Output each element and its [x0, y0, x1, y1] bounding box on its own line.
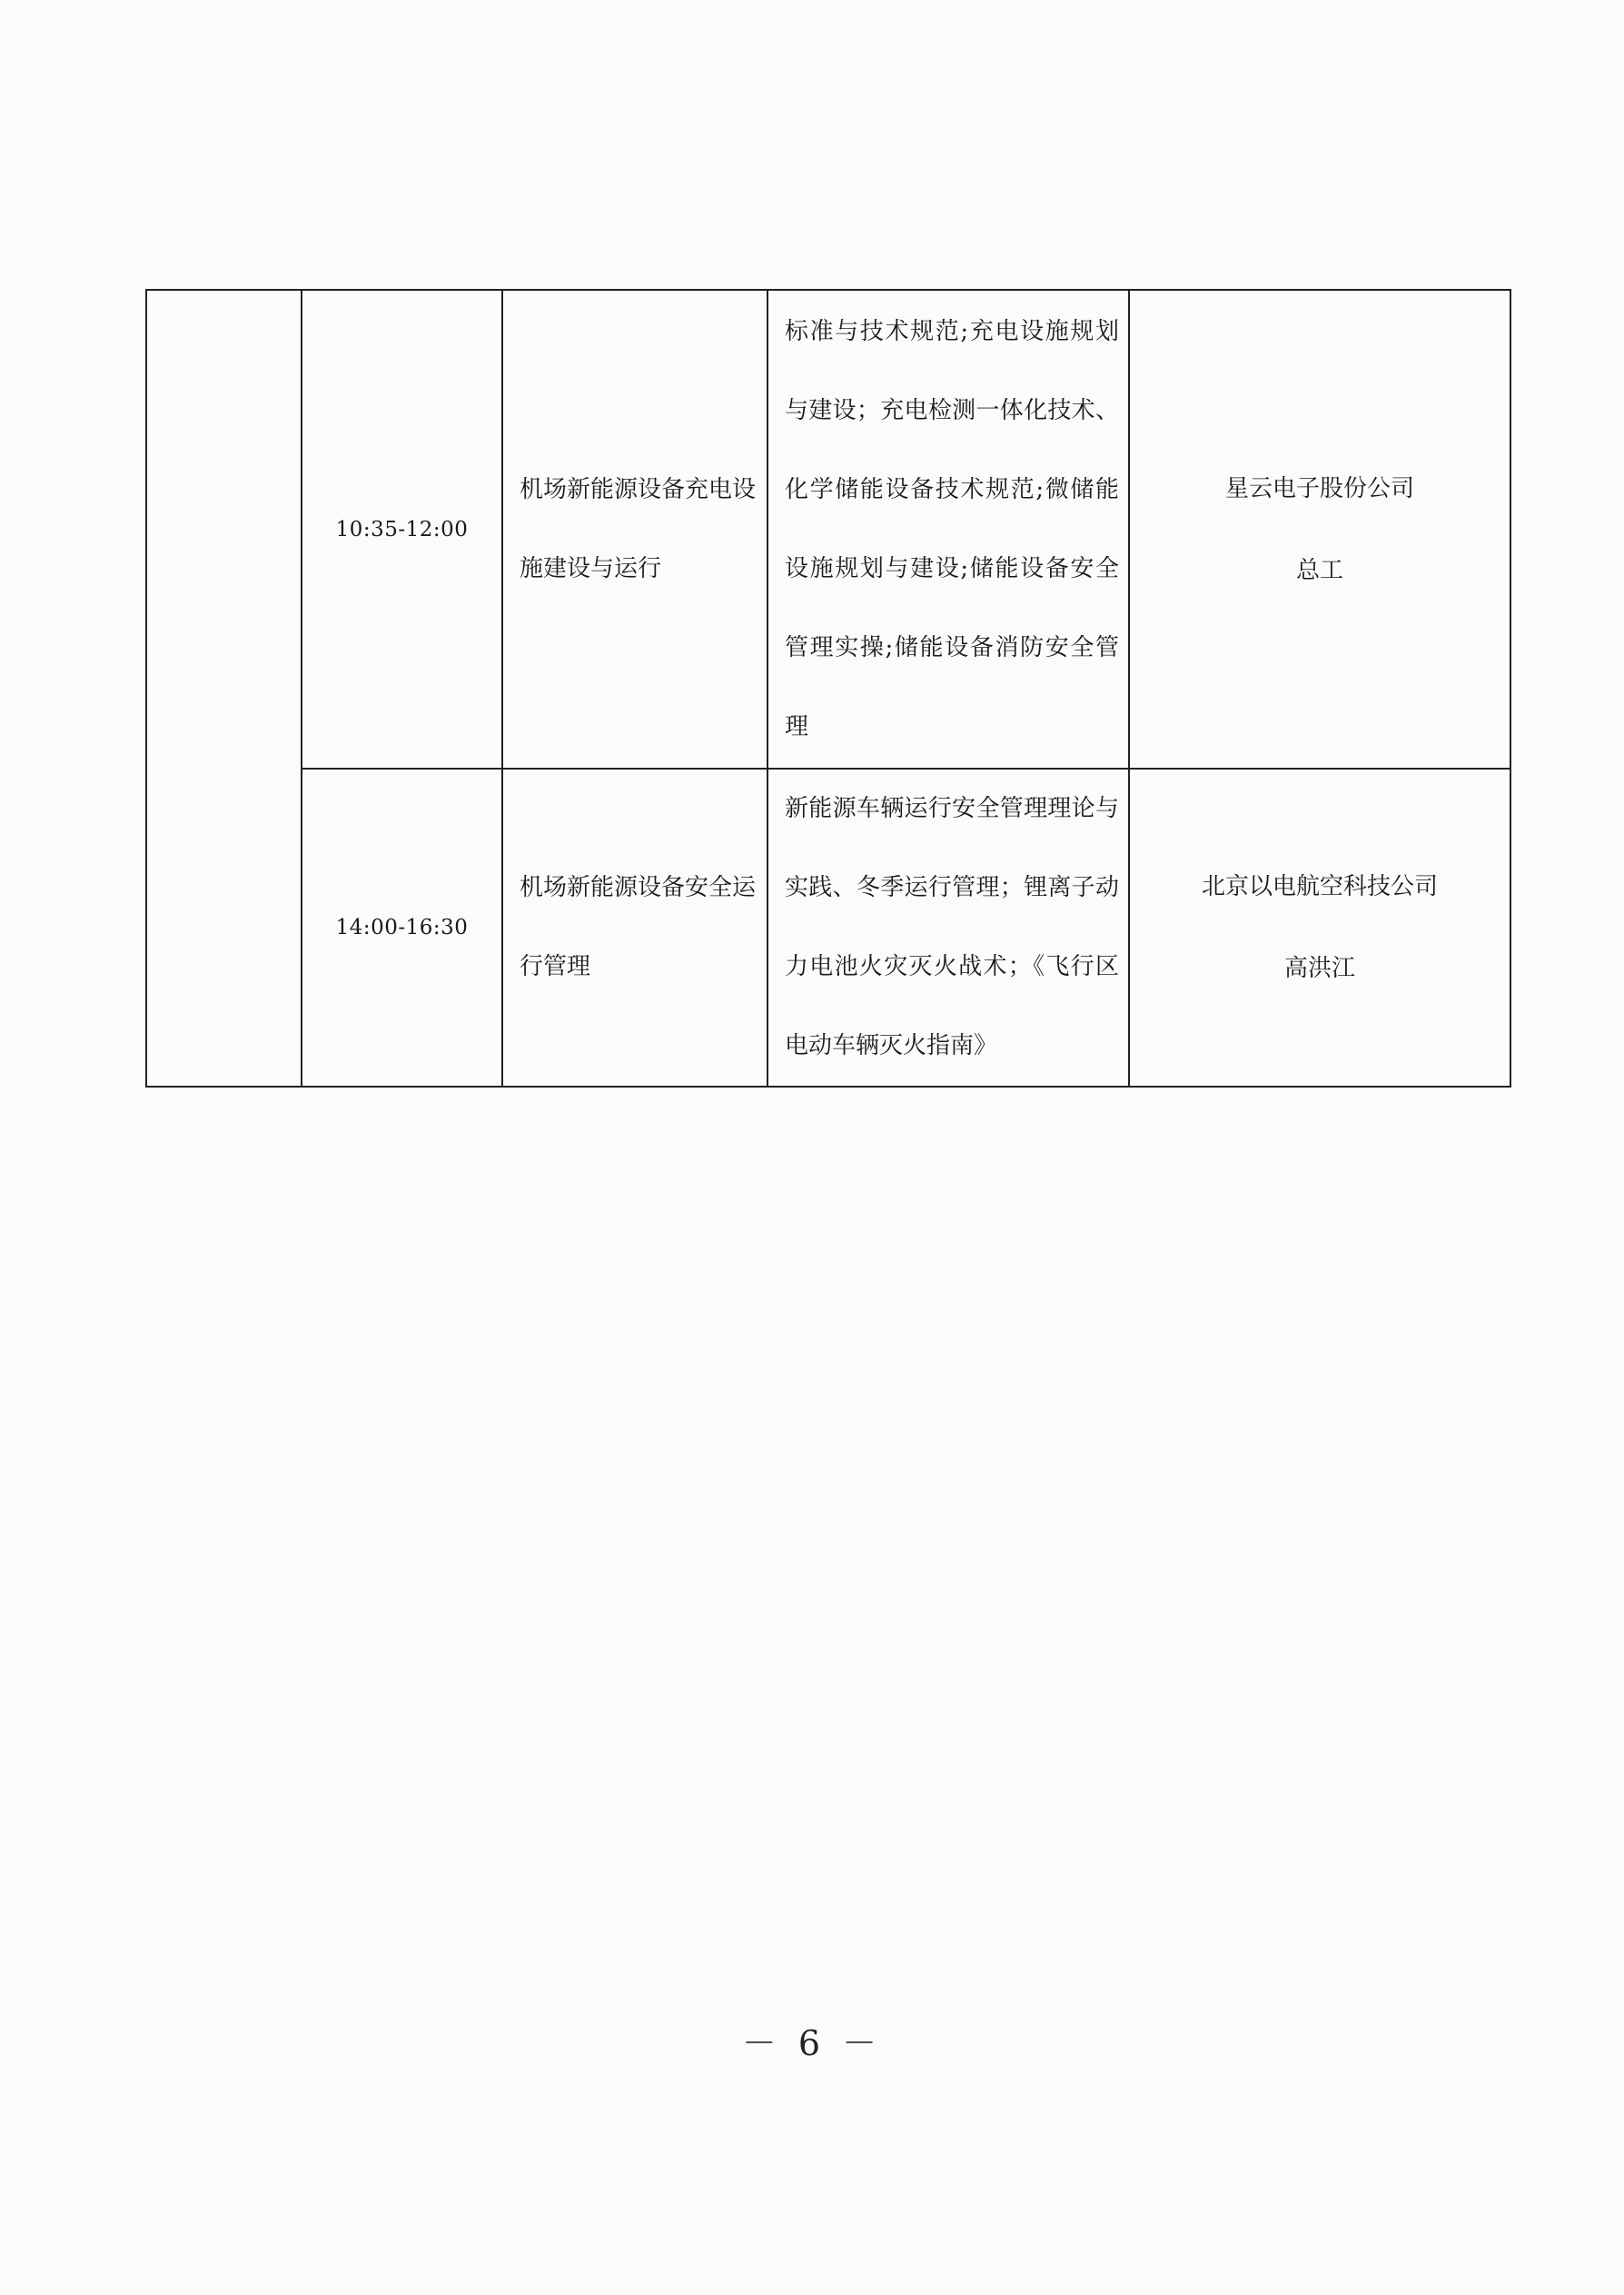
session-time: 14:00-16:30 — [302, 769, 502, 1087]
speaker-organization: 星云电子股份公司 — [1224, 474, 1414, 502]
session-content: 标准与技术规范;充电设施规划与建设；充电检测一体化技术、化学储能设备技术规范;微储能设施规划与建设;储能设备安全管理实操;储能设备消防安全管理 — [767, 290, 1129, 769]
session-time: 10:35-12:00 — [302, 290, 502, 769]
speaker-organization: 北京以电航空科技公司 — [1201, 873, 1438, 900]
page-number: － 6 － — [741, 2023, 883, 2063]
day-cell — [146, 290, 302, 1087]
session-topic: 机场新能源设备充电设施建设与运行 — [502, 290, 767, 769]
session-speaker — [1129, 290, 1510, 769]
session-speaker — [1129, 769, 1510, 1087]
speaker-name: 总工 — [1295, 556, 1343, 584]
table-row — [146, 290, 1510, 769]
table-row — [146, 769, 1510, 1087]
training-schedule-table — [145, 289, 1511, 1088]
session-topic: 机场新能源设备安全运行管理 — [502, 769, 767, 1087]
session-content: 新能源车辆运行安全管理理论与实践、冬季运行管理；锂离子动力电池火灾灭火战术；《飞行区电动车辆灭火指南》 — [767, 769, 1129, 1087]
speaker-name: 高洪江 — [1283, 955, 1355, 982]
